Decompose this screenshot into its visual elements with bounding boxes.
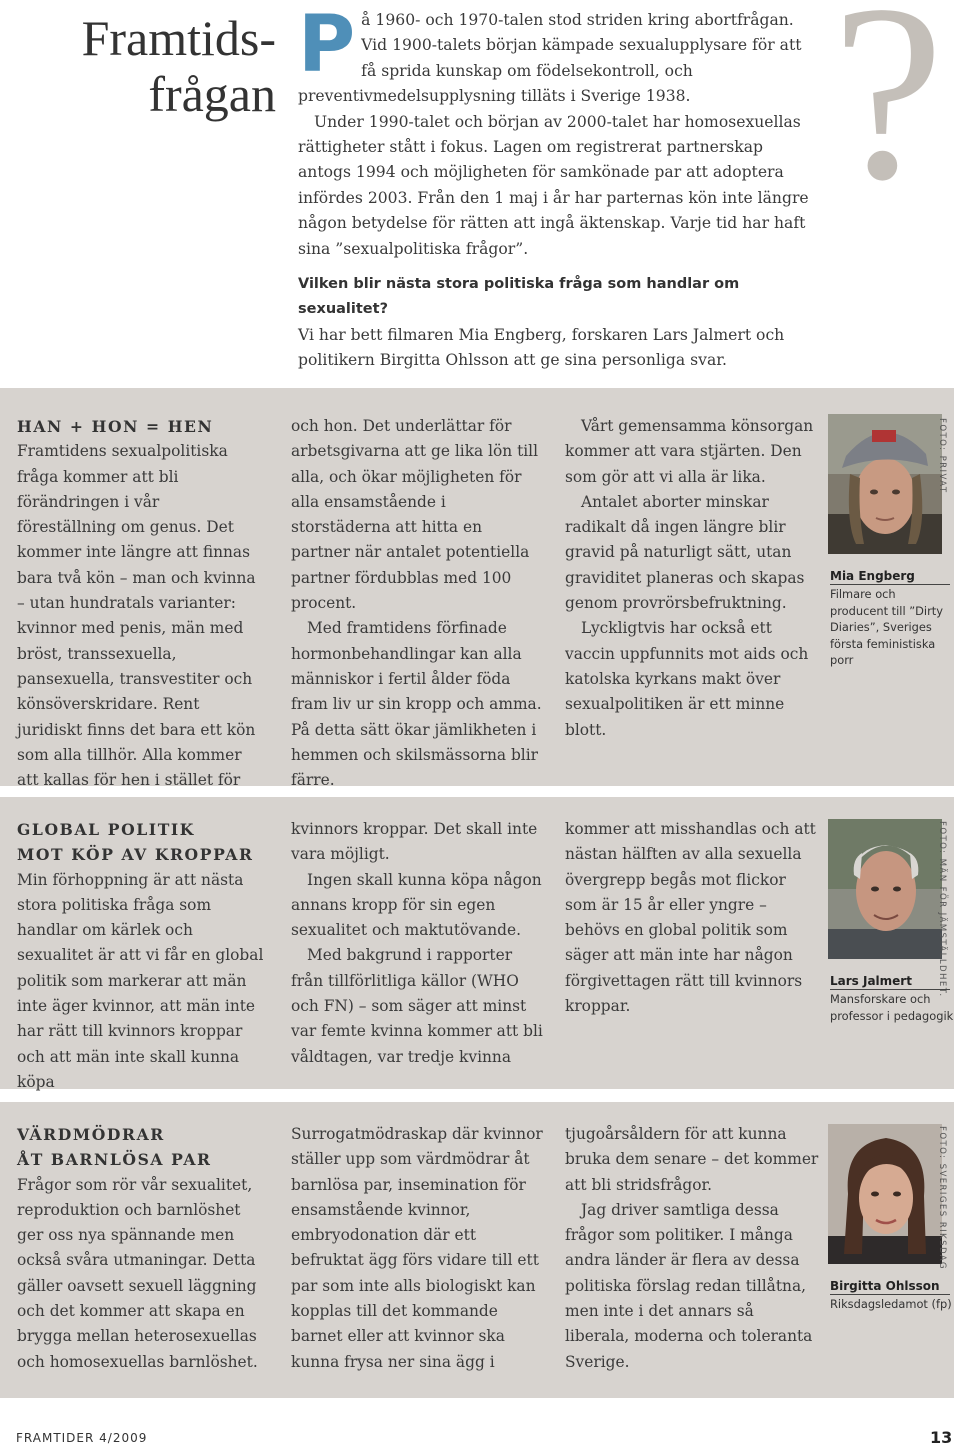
person-description-3: Riksdagsledamot (fp) — [830, 1297, 952, 1311]
title-line-2: frågan — [148, 66, 276, 122]
panel-2-column-2 — [291, 817, 543, 1070]
panel-1-col1-text: Framtidens sexualpolitiska fråga kommer att bli förändringen i vår föreställning om genus. Det kommer inte längre att finnas bara två kön – man och kvinna – utan hundratals varianter: kvinnor med penis, män med bröst, transsexuella, pansexuella, transvestiter och könsöverskridare. Rent juridiskt finns det bara ett kön som alla tillhör. Alla kommer att kallas för hen i stället för — [17, 442, 256, 790]
panel-1-column-3 — [565, 414, 819, 743]
panel-1-col3-text-a: Vårt gemensamma könsorgan kommer att vara stjärten. Den som gör att vi alla är lika. — [565, 417, 814, 486]
magazine-issue: FRAMTIDER 4/2009 — [16, 1431, 148, 1445]
panel-3-col2-text: Surrogatmödraskap där kvinnor ställer upp som värdmödrar åt barnlösa par, insemination för ensamstående kvinnor, embryodonation där ett befruktat ägg förs vidare till ett par som inte alls biologiskt kan kopplas till det kommande barnet eller att kvinnor ska kunna frysa ner sina ägg i — [291, 1125, 543, 1371]
panel-1-col3-text-c: Lyckligtvis har också ett vaccin uppfunnits mot aids och katolska kyrkans makt över sexualpolitiken är ett minne blott. — [565, 619, 809, 739]
person-description-2: Mansforskare och professor i pedagogik — [830, 992, 954, 1023]
intro-paragraph-2: Under 1990-talet och början av 2000-talet har homosexuellas rättigheter stått i fokus. Lagen om registrerat partnerskap antogs 1994 och möjligheten för samkönade par att adoptera infördes 2003. Från den 1 maj i år har parternas kön inte längre någon betydelse för rätten att ingå äktenskap. Varje tid har haft sina ”sexualpolitiska frågor”. — [298, 112, 809, 258]
panel-1-col3-text-b: Antalet aborter minskar radikalt då ingen längre blir gravid på naturligt sätt, utan graviditet planeras och skapas genom provrörsbefruktning. — [565, 492, 805, 613]
panel-1-heading: HAN + HON = HEN — [17, 417, 214, 436]
panel-birgitta-ohlsson — [0, 1102, 954, 1398]
photo-credit-1: FOTO: PRIVAT — [937, 418, 947, 494]
panel-3-heading-line-1: VÄRDMÖDRAR — [17, 1125, 165, 1144]
person-name-1: Mia Engberg — [830, 569, 950, 585]
panel-2-column-1 — [17, 817, 267, 1095]
intro-question: Vilken blir nästa stora politiska fråga som handlar om sexualitet? — [298, 276, 740, 318]
panel-1-column-1 — [17, 414, 263, 819]
panel-2-heading-line-1: GLOBAL POLITIK — [17, 820, 195, 839]
photo-credit-3: FOTO: SVERIGES RIKSDAG — [937, 1126, 947, 1270]
panel-3-column-3 — [565, 1122, 819, 1375]
panel-1-col2-text-a: och hon. Det underlättar för arbetsgivarna att ge lika lön till alla, och ökar möjligheten för alla ensamstående i storstäderna att hitta en partner när antalet potentiella partner fördubblas med 100 procent. — [291, 417, 539, 613]
panel-3-heading-line-2: ÅT BARNLÖSA PAR — [17, 1150, 212, 1170]
portrait-lars-jalmert — [828, 819, 942, 959]
intro-paragraph-3: Vi har bett filmaren Mia Engberg, forskaren Lars Jalmert och politikern Birgitta Ohlsson att ge sina personliga svar. — [298, 325, 785, 370]
photo-credit-2: FOTO: MÄN FÖR JÄMSTÄLLDHET. — [937, 821, 947, 998]
panel-3-col3-text-a: tjugoårsåldern för att kunna bruka dem senare – det kommer att bli stridsfrågor. — [565, 1125, 819, 1194]
panel-2-col3-text: kommer att misshandlas och att nästan hälften av alla sexuella övergrepp begås mot flickor som är 15 år eller yngre – behövs en global politik som säger att män inte har någon förgivettagen rätt till kvinnors kroppar. — [565, 820, 816, 1016]
panel-3-column-2 — [291, 1122, 543, 1375]
drop-cap: P — [298, 0, 356, 90]
panel-1-column-2 — [291, 414, 543, 793]
article-title — [36, 10, 276, 122]
person-name-2: Lars Jalmert — [830, 974, 950, 990]
intro-text — [298, 0, 818, 374]
panel-3-col3-text-b: Jag driver samtliga dessa frågor som politiker. I många andra länder är flera av dessa politiska förslag redan tillåtna, men inte i det annars så liberala, moderna och toleranta Sverige. — [565, 1200, 813, 1371]
person-description-1: Filmare och producent till ”Dirty Diaries”, Sveriges första feministiska porr — [830, 587, 943, 667]
title-line-1: Framtids- — [81, 10, 276, 66]
panel-mia-engberg — [0, 388, 954, 790]
person-name-3: Birgitta Ohlsson — [830, 1279, 950, 1295]
portrait-mia-engberg — [828, 414, 942, 554]
portrait-birgitta-ohlsson — [828, 1124, 942, 1264]
panel-2-col1-text: Min förhoppning är att nästa stora politiska fråga som handlar om kärlek och sexualitet är att vi får en global politik som markerar att män inte äger kvinnor, att män inte har rätt till kvinnors kroppar och att män inte skall kunna köpa — [17, 870, 264, 1091]
panel-2-heading-line-2: MOT KÖP AV KROPPAR — [17, 845, 254, 865]
panel-3-column-1 — [17, 1122, 267, 1375]
panel-2-col2-text-b: Ingen skall kunna köpa någon annans kropp för sin egen sexualitet och maktutövande. — [291, 870, 542, 940]
page-number: 13 — [930, 1428, 953, 1447]
panel-2-column-3 — [565, 817, 819, 1019]
panel-3-col1-text: Frågor som rör vår sexualitet, reproduktion och barnlöshet ger oss nya spännande men också svåra utmaningar. Detta gäller oavsett sexuell läggning och det kommer att skapa en brygga mellan heterosexuellas och homosexuellas barnlöshet. — [17, 1175, 258, 1371]
intro-paragraph-1: å 1960- och 1970-talen stod striden kring abortfrågan. Vid 1900-talets början kämpade sexualupplysare för att få sprida kunskap om födelsekontroll, och preventivmedelsupplysning tilläts i Sverige 1938. — [298, 11, 802, 106]
question-mark-graphic: ? — [832, 0, 944, 232]
panel-1-col2-text-b: Med framtidens förfinade hormonbehandlingar kan alla människor i fertil ålder föda fram liv ur sin kropp och amma. På detta sätt ökar jämlikheten i hemmen och skilsmässorna blir färre. — [291, 619, 542, 790]
panel-2-col2-text-a: kvinnors kroppar. Det skall inte vara möjligt. — [291, 820, 538, 864]
panel-2-col2-text-c: Med bakgrund i rapporter från tillförlitliga källor (WHO och FN) – som säger att minst var femte kvinna kommer att bli våldtagen, var tredje kvinna — [291, 946, 543, 1066]
panel-lars-jalmert — [0, 797, 954, 1089]
